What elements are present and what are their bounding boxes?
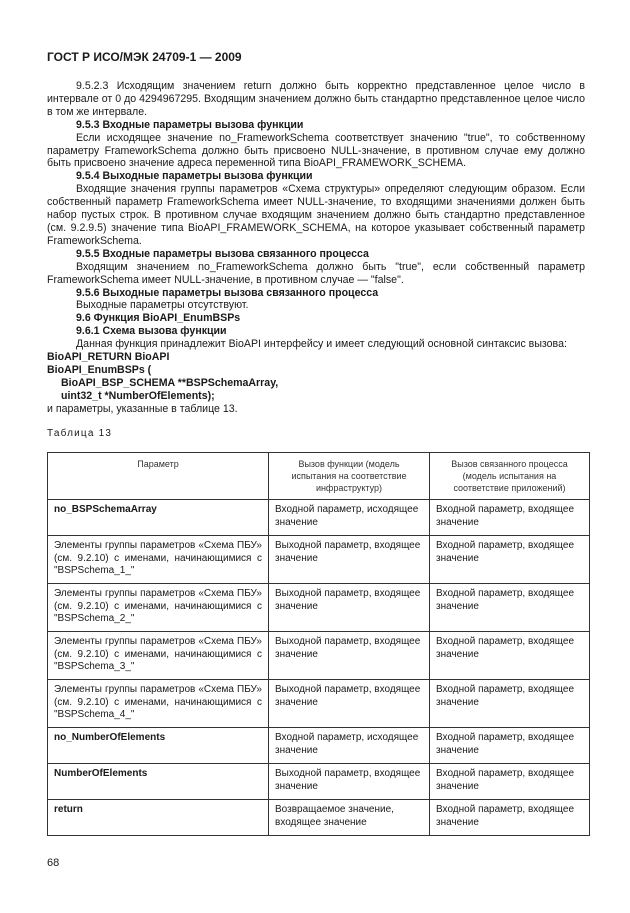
- table-cell: Входной параметр, входящее значение: [430, 632, 590, 680]
- code-line: BioAPI_BSP_SCHEMA **BSPSchemaArray,: [61, 376, 279, 389]
- table-cell: return: [48, 800, 269, 836]
- code-line: BioAPI_RETURN BioAPI: [47, 351, 170, 364]
- table-cell: Элементы группы параметров «Схема ПБУ» (см. 9.2.10) с именами, начинающимися с "BSPSchema_1_": [48, 536, 269, 584]
- table-cell: no_BSPSchemaArray: [48, 500, 269, 536]
- paragraph-after-code: и параметры, указанные в таблице 13.: [47, 402, 238, 415]
- page-number: 68: [47, 857, 60, 869]
- table-cell: Входной параметр, входящее значение: [430, 680, 590, 728]
- column-header: Вызов связанного процесса (модель испытания на соответствие приложений): [430, 453, 590, 500]
- heading-9-5-4: 9.5.4 Выходные параметры вызова функции: [76, 170, 313, 183]
- heading-9-5-6: 9.5.6 Выходные параметры вызова связанного процесса: [76, 286, 379, 299]
- column-header: Параметр: [48, 453, 269, 500]
- heading-9-5-3: 9.5.3 Входные параметры вызова функции: [76, 118, 304, 131]
- document-header: ГОСТ Р ИСО/МЭК 24709-1 — 2009: [47, 50, 242, 64]
- table-cell: Выходной параметр, входящее значение: [269, 680, 430, 728]
- table-cell: Выходной параметр, входящее значение: [269, 764, 430, 800]
- heading-9-6: 9.6 Функция BioAPI_EnumBSPs: [76, 312, 241, 325]
- table-cell: Элементы группы параметров «Схема ПБУ» (см. 9.2.10) с именами, начинающимися с "BSPSchema_2_": [48, 584, 269, 632]
- table-row: [48, 536, 590, 584]
- table-cell: Возвращаемое значение, входящее значение: [269, 800, 430, 836]
- table-row: [48, 584, 590, 632]
- paragraph-9-5-5: Входящим значением no_FrameworkSchema должно быть "true", если собственный параметр FrameworkSchema имеет NULL-значение, в противном случае — "false".: [47, 260, 585, 286]
- paragraph-9-5-4: Входящие значения группы параметров «Схема структуры» определяют следующим образом. Если собственный параметр FrameworkSchema имеет NULL-значение, то входящими значениями должен быть набор пустых строк. В противном случае входящим значением должно быть стандартно представленное (см. 9.2.9.5) значение типа BioAPI_FRAMEWORK_SCHEMA, на которое указывает собственный параметр FrameworkSchema.: [47, 183, 585, 247]
- table-cell: Элементы группы параметров «Схема ПБУ» (см. 9.2.10) с именами, начинающимися с "BSPSchema_4_": [48, 680, 269, 728]
- table-caption: Таблица 13: [47, 427, 113, 439]
- table-cell: Входной параметр, исходящее значение: [269, 500, 430, 536]
- table-row: [48, 764, 590, 800]
- table-cell: Входной параметр, входящее значение: [430, 728, 590, 764]
- code-line: uint32_t *NumberOfElements);: [61, 389, 215, 402]
- table-cell: Входной параметр, входящее значение: [430, 764, 590, 800]
- table-row: [48, 680, 590, 728]
- parameters-table: [47, 452, 590, 836]
- body-text: [47, 80, 585, 440]
- table-cell: Выходной параметр, входящее значение: [269, 632, 430, 680]
- table-cell: Входной параметр, входящее значение: [430, 584, 590, 632]
- table-cell: Входной параметр, входящее значение: [430, 800, 590, 836]
- table-cell: no_NumberOfElements: [48, 728, 269, 764]
- paragraph-9-5-6: Выходные параметры отсутствуют.: [76, 299, 249, 312]
- code-line: BioAPI_EnumBSPs (: [47, 363, 152, 376]
- table-row: [48, 728, 590, 764]
- column-header: Вызов функции (модель испытания на соответствие инфраструктур): [269, 453, 430, 500]
- table-cell: Входной параметр, исходящее значение: [269, 728, 430, 764]
- heading-9-5-5: 9.5.5 Входные параметры вызова связанного процесса: [76, 247, 369, 260]
- paragraph-9-5-3: Если исходящее значение no_FrameworkSchema соответствует значению "true", то собственному параметру FrameworkSchema должно быть присвоено NULL-значение, в противном случае ему должно быть присвоено значение адреса переменной типа BioAPI_FRAMEWORK_SCHEMA.: [47, 131, 585, 170]
- table-row: [48, 632, 590, 680]
- table-cell: NumberOfElements: [48, 764, 269, 800]
- table-cell: Выходной параметр, входящее значение: [269, 584, 430, 632]
- table-header-row: [48, 453, 590, 500]
- paragraph-9-6-1: Данная функция принадлежит BioAPI интерфейсу и имеет следующий основной синтаксис вызова:: [76, 338, 567, 351]
- table-row: [48, 800, 590, 836]
- paragraph-9-5-2-3: 9.5.2.3 Исходящим значением return должно быть корректно представленное целое число в интервале от 0 до 4294967295. Входящим значением должно быть стандартно представленное целое число в том же интервале.: [47, 80, 585, 118]
- heading-9-6-1: 9.6.1 Схема вызова функции: [76, 325, 227, 338]
- table-row: [48, 500, 590, 536]
- table-cell: Входной параметр, входящее значение: [430, 536, 590, 584]
- table-cell: Элементы группы параметров «Схема ПБУ» (см. 9.2.10) с именами, начинающимися с "BSPSchema_3_": [48, 632, 269, 680]
- table-cell: Выходной параметр, входящее значение: [269, 536, 430, 584]
- table-cell: Входной параметр, входящее значение: [430, 500, 590, 536]
